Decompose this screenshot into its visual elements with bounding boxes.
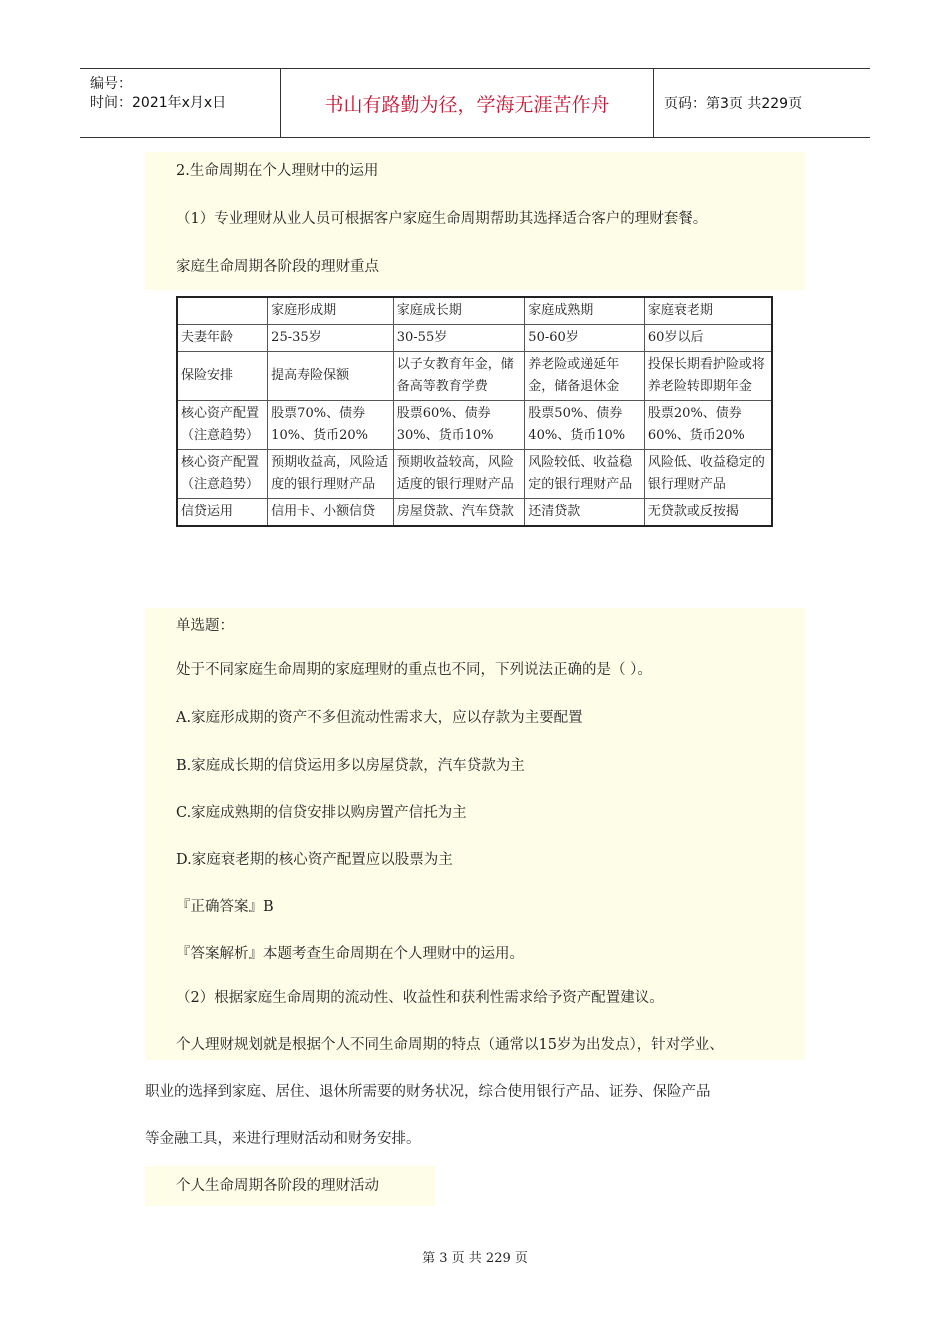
table-cell: 保险安排 [177,352,268,401]
table-cell: 还清贷款 [525,499,645,527]
table-row [177,499,772,527]
table-cell [177,297,268,325]
table-cell: 股票70%、债券10%、货币20% [268,401,394,450]
table-cell: 30-55岁 [393,325,525,352]
table-cell: 提高寿险保额 [268,352,394,401]
table-cell: 家庭成长期 [393,297,525,325]
table-header-row [177,297,772,325]
table-row [177,352,772,401]
option-a: A.家庭形成期的资产不多但流动性需求大，应以存款为主要配置 [176,710,583,726]
paragraph-line: 等金融工具，来进行理财活动和财务安排。 [145,1131,421,1147]
point-1: （1）专业理财从业人员可根据客户家庭生命周期帮助其选择适合客户的理财套餐。 [176,211,708,227]
option-b: B.家庭成长期的信贷运用多以房屋贷款，汽车贷款为主 [176,758,525,774]
table-cell: 25-35岁 [268,325,394,352]
question-text: 处于不同家庭生命周期的家庭理财的重点也不同，下列说法正确的是（ ）。 [176,662,652,678]
table-row [177,450,772,499]
table-cell: 预期收益较高，风险适度的银行理财产品 [393,450,525,499]
table-row [177,325,772,352]
table-cell: 养老险或递延年金，储备退休金 [525,352,645,401]
answer-analysis: 『答案解析』本题考查生命周期在个人理财中的运用。 [176,946,524,962]
table-title: 家庭生命周期各阶段的理财重点 [176,259,379,275]
section-title: 2.生命周期在个人理财中的运用 [176,163,379,179]
table-cell: 风险较低、收益稳定的银行理财产品 [525,450,645,499]
option-d: D.家庭衰老期的核心资产配置应以股票为主 [176,852,453,868]
table-row [177,401,772,450]
page-footer: 第 3 页 共 229 页 [422,1251,528,1266]
table-cell: 信用卡、小额信贷 [268,499,394,527]
table-cell: 预期收益高，风险适度的银行理财产品 [268,450,394,499]
date-line: 时间：2021年x月x日 [90,95,227,111]
table-cell: 房屋贷款、汽车贷款 [393,499,525,527]
paragraph-line: 个人理财规划就是根据个人不同生命周期的特点（通常以15岁为出发点），针对学业、 [176,1037,724,1053]
page-header [80,68,870,138]
motto: 书山有路勤为径，学海无涯苦作舟 [281,69,654,137]
table-cell: 无贷款或反按揭 [644,499,772,527]
table-cell: 核心资产配置（注意趋势） [177,450,268,499]
page-info: 页码：第3页 共229页 [664,96,803,112]
point-2: （2）根据家庭生命周期的流动性、收益性和获利性需求给予资产配置建议。 [176,990,664,1006]
option-c: C.家庭成熟期的信贷安排以购房置产信托为主 [176,805,467,821]
table-cell: 投保长期看护险或将养老险转即期年金 [644,352,772,401]
header-left-cell [80,69,281,137]
table-cell: 股票60%、债券30%、货币10% [393,401,525,450]
table-cell: 家庭形成期 [268,297,394,325]
paragraph-line: 职业的选择到家庭、居住、退休所需要的财务状况，综合使用银行产品、证券、保险产品 [145,1084,711,1100]
question-type: 单选题： [176,618,234,634]
table-cell: 股票50%、债券40%、货币10% [525,401,645,450]
table-cell: 股票20%、债券60%、货币20% [644,401,772,450]
last-section-title: 个人生命周期各阶段的理财活动 [176,1178,379,1194]
table-cell: 60岁以后 [644,325,772,352]
table-cell: 家庭衰老期 [644,297,772,325]
table-cell: 信贷运用 [177,499,268,527]
table-cell: 50-60岁 [525,325,645,352]
life-cycle-table [176,296,773,527]
table-cell: 风险低、收益稳定的银行理财产品 [644,450,772,499]
table-cell: 家庭成熟期 [525,297,645,325]
correct-answer: 『正确答案』B [176,899,274,915]
table-cell: 核心资产配置（注意趋势） [177,401,268,450]
table-cell: 以子女教育年金，储备高等教育学费 [393,352,525,401]
table-cell: 夫妻年龄 [177,325,268,352]
number-label: 编号： [90,76,132,92]
